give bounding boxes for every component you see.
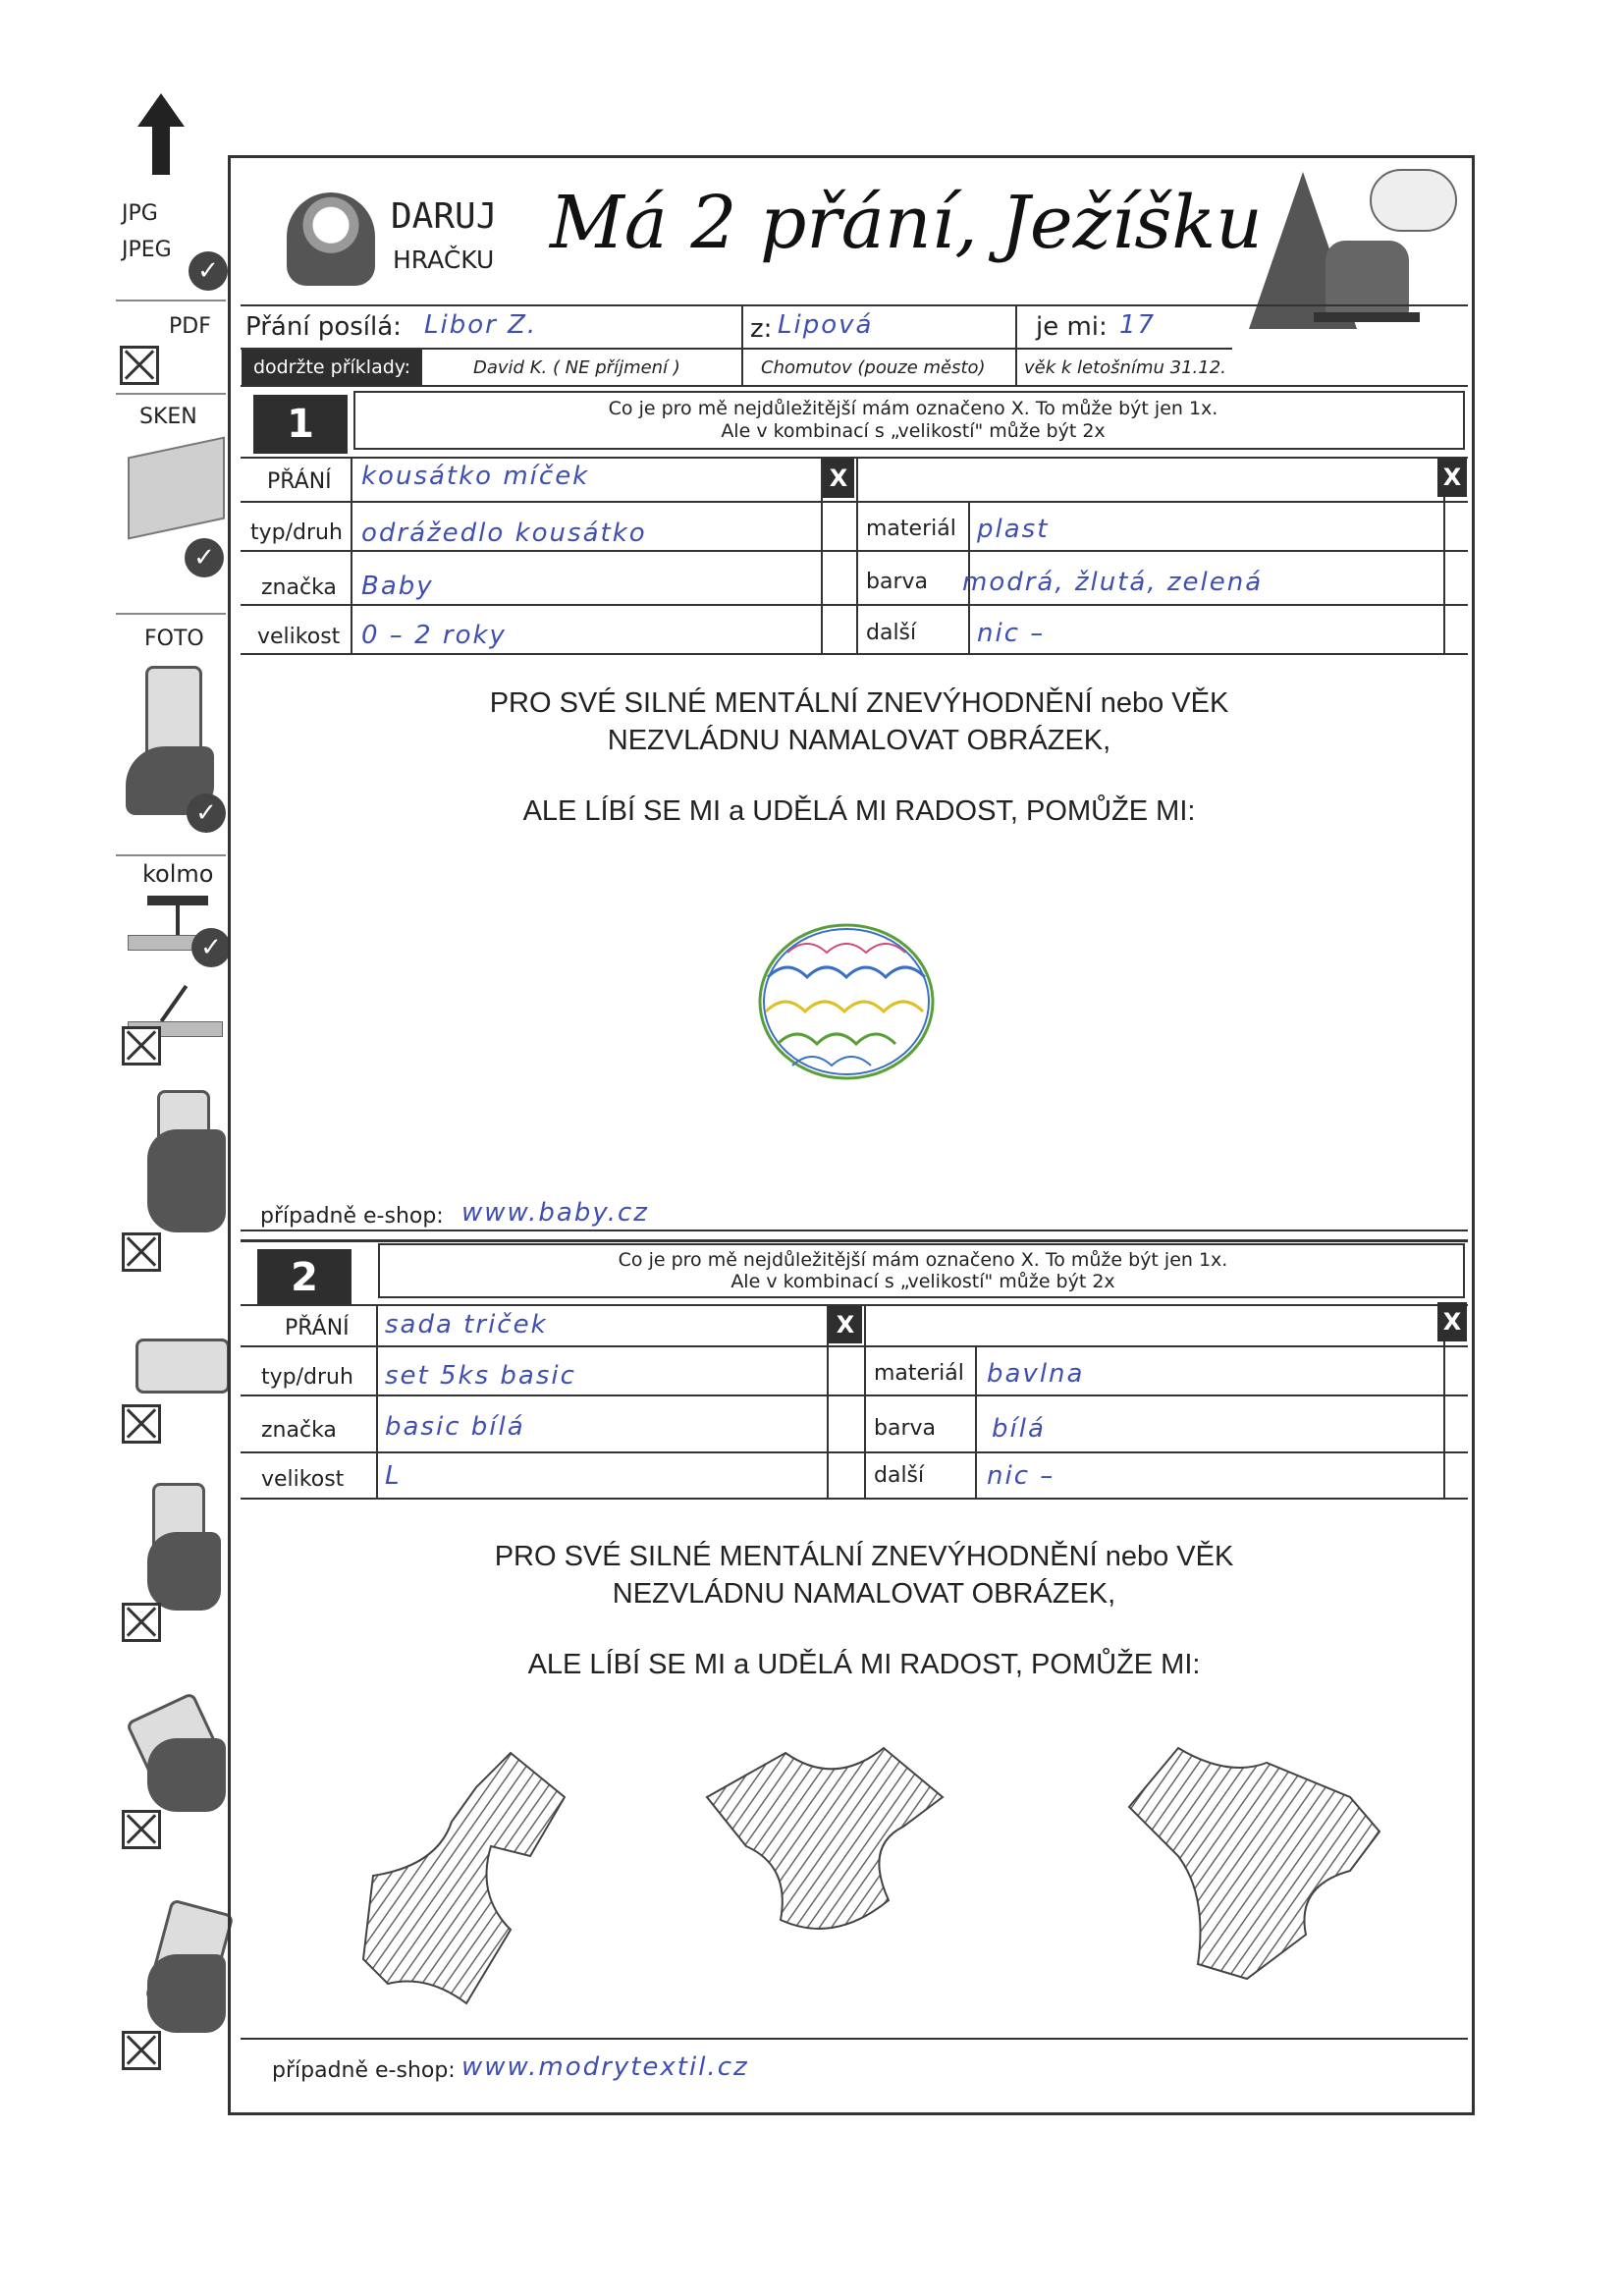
phone-icon (135, 1339, 230, 1394)
photo-label: FOTO (144, 627, 204, 651)
wish2-text-line1: PRO SVÉ SILNÉ MENTÁLNÍ ZNEVÝHODNĚNÍ nebo VĚK (494, 1541, 1234, 1572)
wish2-eshop-label: případně e-shop: (272, 2058, 456, 2083)
wish1-label-barva: barva (866, 570, 928, 594)
logo-hracku: HRAČKU (393, 246, 495, 274)
scan-label: SKEN (139, 405, 197, 429)
x-box-icon (122, 1603, 161, 1642)
wish2-shirt-drawing-3 (1119, 1738, 1384, 1994)
up-arrow-stem (152, 126, 170, 175)
x-box-icon (122, 1026, 161, 1066)
wish1-note-line2: Ale v kombinací s „velikostí" může být 2x (721, 420, 1106, 442)
wish2-x-left[interactable]: X (829, 1306, 862, 1343)
wish2-value-velikost[interactable]: L (385, 1461, 402, 1491)
scanner-icon (128, 436, 225, 539)
wish2-note-line2: Ale v kombinací s „velikostí" může být 2x (730, 1271, 1115, 1292)
wish2-value-barva[interactable]: bílá (992, 1414, 1046, 1444)
x-box-icon (122, 2031, 161, 2070)
check-icon: ✓ (187, 793, 226, 833)
wish2-shirt-drawing-2 (687, 1738, 952, 1944)
wish1-label-typ: typ/druh (250, 520, 343, 545)
wish1-text-line1: PRO SVÉ SILNÉ MENTÁLNÍ ZNEVÝHODNĚNÍ nebo VĚK (489, 687, 1229, 719)
wish1-label-material: materiál (866, 517, 956, 541)
wish1-value-typ[interactable]: odrážedlo kousátko (361, 519, 647, 548)
child-at-desk-icon (1325, 241, 1409, 314)
wish1-x-left[interactable]: X (823, 459, 854, 498)
wish2-x-right[interactable]: X (1437, 1302, 1467, 1341)
wish2-eshop-value[interactable]: www.modrytextil.cz (461, 2052, 749, 2082)
wish1-value-prani[interactable]: kousátko míček (361, 462, 590, 491)
wish1-ball-drawing (748, 918, 945, 1085)
wish2-value-znacka[interactable]: basic bílá (385, 1412, 525, 1442)
sender-label: Přání posílá: (245, 312, 402, 342)
wish2-shirt-drawing-1 (358, 1748, 594, 2013)
wish1-value-dalsi[interactable]: nic – (977, 619, 1046, 648)
wish2-text-line2: NEZVLÁDNU NAMALOVAT OBRÁZEK, (612, 1578, 1116, 1610)
wish-number-2: 2 (257, 1249, 352, 1306)
wish1-value-velikost[interactable]: 0 – 2 roky (361, 621, 507, 650)
wish2-label-velikost: velikost (261, 1467, 345, 1492)
wish2-value-material[interactable]: bavlna (987, 1359, 1085, 1389)
from-value[interactable]: Lipová (778, 310, 874, 340)
wish1-value-znacka[interactable]: Baby (361, 572, 434, 601)
example-name: David K. ( NE příjmení ) (473, 357, 680, 378)
examples-label: dodržte příklady: (242, 350, 422, 385)
thought-bubble-icon (1370, 169, 1457, 232)
example-city: Chomutov (pouze město) (761, 357, 986, 378)
wish2-label-znacka: značka (261, 1418, 337, 1443)
wish2-value-prani[interactable]: sada triček (385, 1310, 548, 1339)
format-jpeg-label: JPEG (122, 238, 172, 262)
format-jpg-label: JPG (122, 201, 158, 226)
wish2-label-dalsi: další (874, 1463, 925, 1488)
x-box-icon (122, 1232, 161, 1272)
wish1-eshop-value[interactable]: www.baby.cz (461, 1198, 649, 1228)
wish1-x-right[interactable]: X (1437, 458, 1467, 497)
wish2-note-line1: Co je pro mě nejdůležitější mám označeno X. To může být jen 1x. (618, 1249, 1228, 1271)
wish2-label-material: materiál (874, 1361, 964, 1386)
wish2-label-barva: barva (874, 1416, 936, 1441)
perpendicular-label: kolmo (142, 860, 214, 888)
perpendicular-icon (147, 896, 208, 905)
up-arrow-icon (137, 93, 185, 127)
wish2-label-typ: typ/druh (261, 1365, 353, 1390)
from-label: z: (750, 314, 773, 344)
x-box-icon (122, 1810, 161, 1849)
wish1-label-velikost: velikost (257, 625, 341, 649)
age-value[interactable]: 17 (1119, 310, 1157, 340)
example-age: věk k letošnímu 31.12. (1024, 357, 1226, 378)
wish1-text-line2: NEZVLÁDNU NAMALOVAT OBRÁZEK, (607, 725, 1111, 756)
age-label: je mi: (1036, 312, 1108, 342)
format-pdf-label: PDF (169, 314, 211, 339)
wish1-value-material[interactable]: plast (977, 515, 1050, 544)
wish1-text-line3: ALE LÍBÍ SE MI a UDĚLÁ MI RADOST, POMŮŽE MI: (522, 795, 1196, 827)
check-icon: ✓ (189, 251, 228, 291)
wish-number-1: 1 (253, 395, 348, 454)
logo-daruj: DARUJ (391, 196, 498, 237)
wish1-label-prani: PŘÁNÍ (267, 469, 332, 494)
wish2-value-dalsi[interactable]: nic – (987, 1461, 1055, 1491)
logo-santa-icon (287, 192, 375, 286)
sender-value[interactable]: Libor Z. (424, 310, 538, 340)
wish2-text-line3: ALE LÍBÍ SE MI a UDĚLÁ MI RADOST, POMŮŽE MI: (527, 1649, 1201, 1680)
wish1-label-znacka: značka (261, 575, 337, 600)
check-icon: ✓ (185, 538, 224, 577)
x-box-icon (122, 1404, 161, 1444)
wish1-eshop-label: případně e-shop: (260, 1204, 444, 1229)
x-box-icon (120, 346, 159, 385)
wish2-value-typ[interactable]: set 5ks basic (385, 1361, 576, 1391)
check-icon: ✓ (191, 928, 231, 967)
wish1-value-barva[interactable]: modrá, žlutá, zelená (962, 568, 1264, 597)
wish1-note-line1: Co je pro mě nejdůležitější mám označeno X. To může být jen 1x. (608, 398, 1218, 419)
page-title: Má 2 přání, Ježíšku (550, 181, 1263, 265)
wish1-label-dalsi: další (866, 621, 917, 645)
wish2-label-prani: PŘÁNÍ (285, 1316, 350, 1340)
